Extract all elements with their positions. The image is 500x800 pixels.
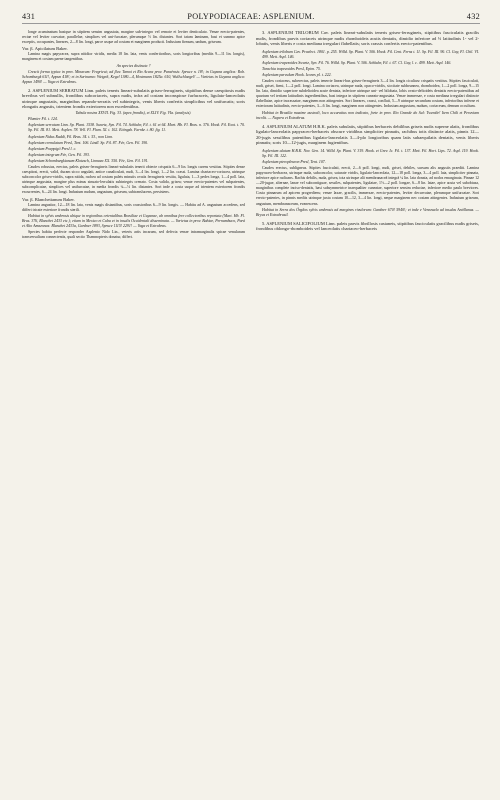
species-2-description: Caudex robustus, erectus, paleis griseo-ferrugineis lineari-subulatis tenerit obtecte crispatis 6—9 lin. longis carens vestitus. Stipites dense caespitosi, erecti, valid, duram sicco angulati, antice canaliculati, nudi, 3—4 lin. longi, 1—2 lin. crassi. Lamina chartaceo-coriacea, utrinque subconcolor griseo-viridis, supra nitida, rachea ad costam paleis minutis ovatis ferrugineis vestita, ligulata, 1—3 pedes longa, 1—4 poll. lata, utrinque angustata, margine plus minus sinuato-lerrulatis subintegris crenato. Costa valida, grisea; venae erecto-patentes vel subpatentes, subcomplicatae, simplices vel unifurcatae, in media frondis ¼—⅓ lin. distantes. Sori inde a costa usque ad trientem exteriorem frondis excurrentes, 6—24 lin. longi. Indusium nudum, angustum, griseum, subtranslucens, persistens. — [22, 165, 245, 195]
synonym-line: Asplenium trilobum Cav. Praelect. 1801. p. 255. Willd. Sp. Plant. V. 306. Hook. Fil. Cent. Ferns t. 11. Sp. Fil. III. 90. Cl. Gay, Fl. Chil. VI. 499. Mett. Aspl. 146. — [262, 49, 479, 59]
species-3-heading: 3. ASPLENIUM TRILOBUM Cav. paleis lineari-subulatis teneris griseo-ferrugineis, stipitibus fasciculatis gracilis nudis, frondibus parvis coriaceis utrinque nudis rhomboideis acutis dentatis, dimidio inferiore ad ⅓ latitudinis 1- vel 2-lobatis, venis liberis e costa mediana irregulari flabellatis; soris crassis confertis erecto-patentibus. — [256, 30, 479, 46]
synonym-line: Asplenium integrum Fée, Gen. Fil. 193. — [28, 152, 90, 157]
habitat-paragraph: Habitat in Serra dos Órgãos sylvis umbrosis ad margines rivulorum: Gardner 670! 5940!; et inde e Venezuela ad insulas Antillanas. — Bryus et Extrabrasil. — [256, 207, 479, 217]
variety-beta-title: Var. β. Apicilatum Baker. — [22, 46, 68, 52]
species-3-description: Caudex coriaceus, suberectus, paleis tenerrie lineari-bus griseo-ferrugineis 3—4 lin. longis ciculiusr crispatis vestitus. Stipites fasciculati, nudi, grisei, firmi, 1—2 poll. longi. Lamina coriacea, utrinque nuda, opaco-viridis, siccitate subbrunnea, rhomboidea, 1—2 poll. longa, 9—15 lin. lata, dimidio superiore subdeltoidea acute dentata, inferiore utrinque uni- vel bilobata, lobis ovato-deltoideis dentatis erecto-patentibus ad quartum vel tertiam latitudinis ingredientibus, basi integra in stipitem cuneato-angustata. Venae immersae, e costa mediana irregulari distincte flabellatae, apice incrassatae, marginem non attingentes. Sori lineares, crassi, confluti, 5—9 utrinque secundum costam, inferioribus inferne et exterioram latitudinis, erecto-patentes, 3—6 lin. longi, marginem non attingentes. Indusium angustum, nudum, coriaceum, demum occultum. — [256, 79, 479, 109]
page-number-right: 432 — [466, 12, 480, 21]
species-4-heading: 4. ASPLENIUM ALATUM H.B.K. paleis subulatis, stipitibus herbaceis debilibus griseis nudis superne alatis, frondibus ligulato-lanceolatis papyraceo-herbaceis obscure viridibus simpliciter pinnatis, rachibus totis distincte alatis, pinnis 12—20-jugis sessilibus patentibus ligulato-lanceolatis 3—4-plo longioribus quam latis subaequilatis dentatis, venis liberis pinnatis; soris 10—12-jugis, marginem fugientibus. — [256, 123, 479, 146]
synonym-line: Asplenium crenulatum Presl, Tent. 106. Lindl. Sp. Fil. 87. Fée, Gen. Fil. 190. — [28, 140, 149, 145]
synonym-line: Tarachia trapezoides Presl, Epim. 75. — [262, 66, 321, 71]
page — [22, 12, 480, 782]
two-column-body — [22, 30, 480, 241]
page-number-left: 431 — [22, 12, 36, 21]
right-column — [256, 30, 479, 241]
running-title: POLYPODIACEAE: ASPLENIUM. — [187, 12, 315, 21]
variety-blanchetianum-description: Lamina angustior, 12—18 lin. lata, venis magis distantibus, soris crassioribus 6—9 lin. longis. — Habitu ad A. angustum accedens, sed differt tricate exteriore frondis sterili. — [22, 202, 245, 212]
running-header — [22, 12, 480, 24]
synonym-line: Asplenium serratum Linn. Sp. Plant. 1538. Swartz, Syn. Fil. 74. Schkuhr, Fil. t. 61 et 64. Mart. Hb. Fl. Bras. n. 376. Hook. Fil. Exot. t. 70. Sp. Fil. III. 81. Mett. Asplen. 78. Vell. Fl. Flum. XI. t. 102. Ettingsh. Farnkr. t. 80. fig. 11. — [28, 123, 245, 133]
species-4-description: Caudex erectus, subligneus. Stipites fasciculati, erecti, 2—6 poll. longi, nudi, grisei, debiles, sursum alis angustis praediti. Lamina papyraceo-herbacea, utrinque nuda, subconcolor, saturate viridis, ligulato-lanceolata, 12—18 poll. longa, 3—4 poll. lata, simpliciter pinnata, inferiore apice radicans. Rachis debilis, nuda, grisea, tota utrinque alā membranaceā integrā ¼ lin. lata donata, ad nodos emarginata. Pinnae 12—20-jugae, alternae, lanae vel subcontiguae, sessiles, subpatentes, ligulatae, 1½—2 poll. longae, 6—8 lin. latae, apice acuta vel subobtusa, marginibus complete inciso-dentatis, basi subsymmetrice inaequaliter cuneatae, superiore sensim reductae, inferiore medio paulo breviores. Costa pinnarum ad apicem progrediens; venae laxae, gracilis, immersae, erecto-patentes, leviter decurvatae, plerumque unifurcatae. Sori erecto-patentes, in pinnis mediis utrinque juxta costam 10—12, 3—4 lin. longi, neque marginem nec costam attingentes. Indusium griseum, angustum, membranaceum, evanescens. — [256, 166, 479, 206]
habitat-paragraph: Habitat in Brasilia maxime australi, loco accuratius non indicato, forte in prov. Rio Grande do Sul: Tweedie! Item Chili et Peruviam incolit. — Nupera et Extrabras. — [256, 110, 479, 120]
synonym-line: Asplenium alatum H.B.K. Nov. Gen. 14. Willd. Sp. Plant. V. 319. Hook. et Grev. Ic. Fil. t. 137. Mett. Fil. Hort. Lips. 72. Aspl. 119. Hook. Sp. Fil. III. 122. — [262, 148, 479, 158]
synonym-line: Asplenium trapezoides Swartz, Syn. Fil. 76. Willd. Sp. Plant. V. 306. Schkuhr, Fil. t. 67. Cl. Gay, l. c. 499. Mett. Aspl. 146. — [262, 60, 452, 65]
variety-beta-note: An species distincta ? — [116, 63, 151, 68]
species-5-heading: 5. ASPLENIUM SALICIFOLIUM Linn. paleis parvis fibrillosis castaneis, stipitibus fasciculatis gracilibus nudis griseis, frondibus oblongo-rhomboideis vel lanceolatis chartaceo-herbaceis — [256, 220, 479, 232]
habitat-paragraph: Crescit forma typica in prov. Minarum: Fregrieui; ad fluv. Tamoi et Rio Acara prov. Paraënsis: Spruce n. 18!; in Guyana anglica: Rob. Schomburgk 611!, Appun 418!; et in Surinamo: Wetgelt, Kegel 1380—4, Hostmann 1825a. 610, Wullschlaegel! — Varietas in Guyana anglica: Appun 1490! — Vaga et Extrabras. — [22, 69, 245, 84]
intro-paragraph: longe acuminatum basique in stipitem sensim angustata, margine sub-integro vel remote et leviter denticulato. Venae erecto-patentes, rectae vel leviter curvatae, parallelae, simplices vel uni-furcatae, plerumque ⅓ lin. distantes. Sori tatam laminam, basi et summo apice exceptis, occupantes, lineares, 2—8 lin. longi, parce usque ad costam et marginem producti. Indusium firmum, undum, griseum. — [22, 30, 245, 45]
synonym-line: Asplenium parvulum Hook. Icones pl. t. 222. — [262, 73, 332, 78]
synonym-line: Asplenium Poeppigii Presl l. c. — [28, 146, 77, 151]
species-2-note: Species habitu perfecte responder Asplenio Nido Lin., veteris artis incarum, sed defecta venae intramarginalis spicae venularum transversalium connectentis, quali sectio Thamnopteris donatur, differt. — [22, 230, 245, 240]
left-column — [22, 30, 245, 241]
synonym-line: Plumier Fil. t. 124. — [28, 117, 58, 122]
synonym-line: Asplenium pteropleuron Presl, Tent. 107. — [262, 160, 326, 165]
species-2-plate-ref: Tabula nostra XXVII. Fig. 33. (apex frondis), et XLIV. Fig. VIa. (analysis). — [75, 111, 192, 116]
synonym-line: Asplenium Nidus Raddi, Fil. Bras. 34. t. 53., non Linn. — [28, 134, 114, 139]
species-2-heading: 2. ASPLENIUM SERRATUM Linn. paleis teneris lineari-subulatis griseo-ferrugineis, stipitibus dense caespitosis nudis brevibus vel subnullis, frondibus subcoriaceis, supra nudis, infra ad costam inconspicue furfuraceis, ligulato-lanceolatis utrinque angustatis, marginibus repando-serratis vel subintegris, venis liberis confertis simplicibus vel unifurcatis; soris elongatis angustis, trientem frondis exteriorem non excedentibus. — [22, 87, 245, 110]
variety-blanchetianum-title: Var. β. Blanchetianum Baker. — [22, 196, 75, 202]
variety-beta-description: Lamina magis papyracea, supra nitidior viridis, media 18 lin. lata, venis confertioribus, soris longioribus (mediis 9—11 lin. longis), marginem et costam paene tangentibus. — [22, 52, 245, 62]
habitat-paragraph: Habitat in sylvis umbrosis ubique in regionibus orientalibus Brasiliae et Guyanae, ab omnibus fere collectoribus reportata (Mart. Hb. Fl. Bras. 376, Blanchet 2433 etc.); etiam in Mexico et Cuba et in insulis Occidentali disseminata. — Varietas in prov. Bahiae, Pernambuco, Pará et Alto Amazonas: Blanchet 2433a, Gardner 1893, Spruce 1115! 2291! — Vaga et Extrabras. — [22, 213, 245, 228]
synonym-line: Asplenium Schomburgkianum Klotzsch, Linnaea XX. 350. Fée, Gen. Fil. 191. — [28, 159, 149, 164]
